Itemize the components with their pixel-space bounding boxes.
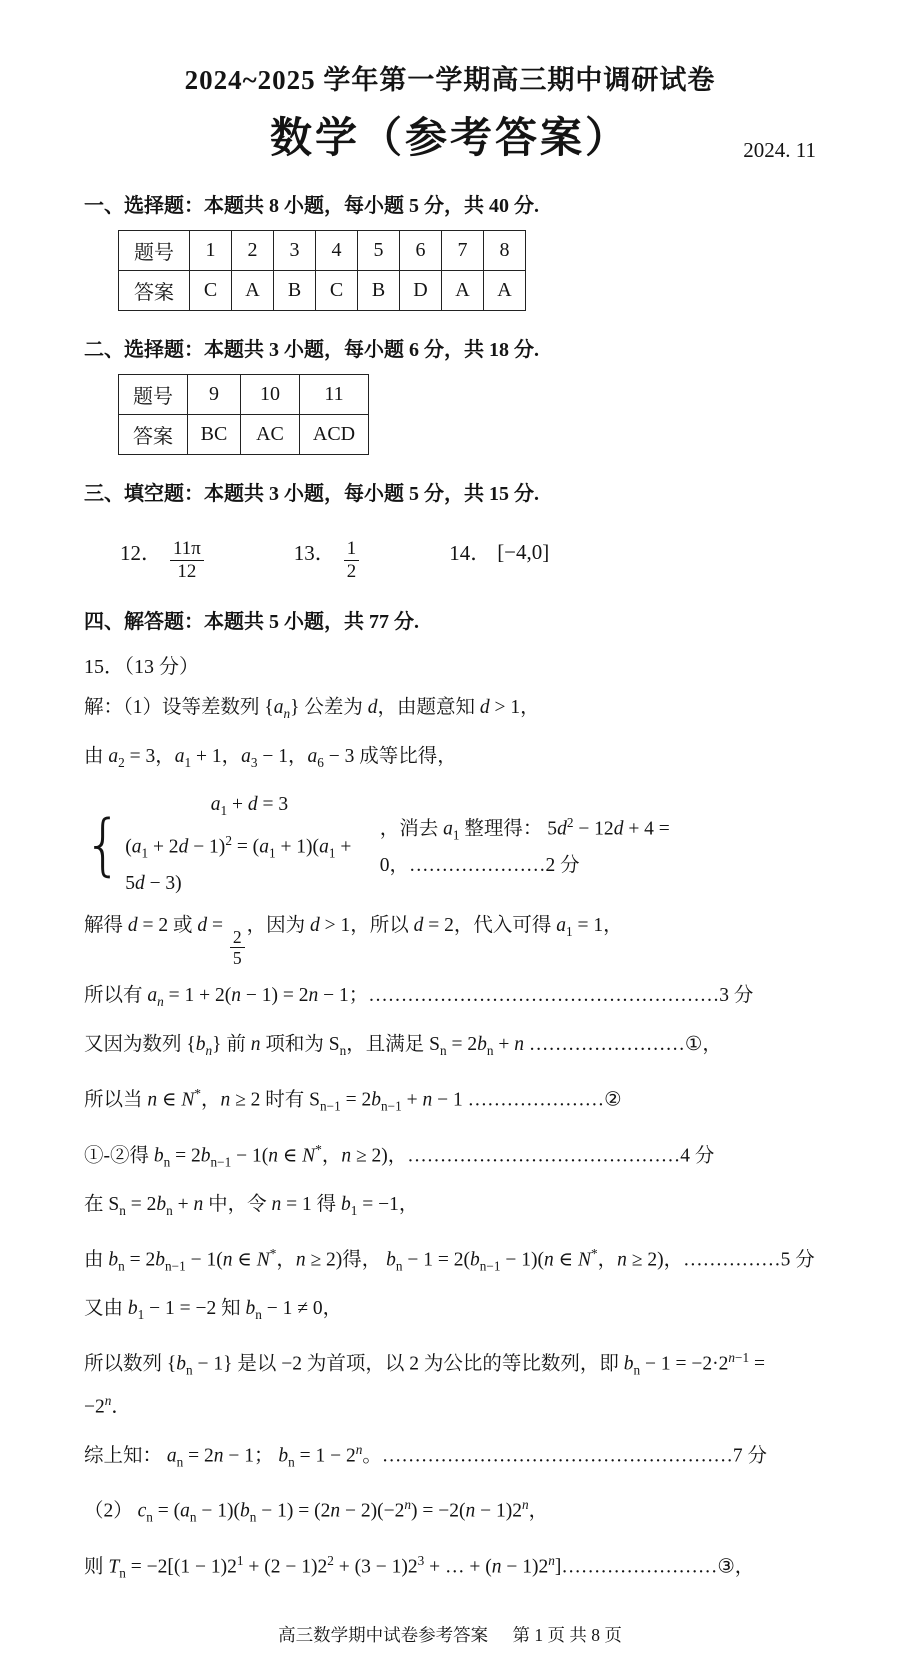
solution-line-3-equation-system: { $a_1 + d = 3$ $(a_1 + 2d - 1)^2 = (a_1 + 1)(a_1 + 5d - 3)$ ，消去 $a_1$ 整理得： $5d^2 - 12d + 4 = 0$，…………………2 分 — [84, 794, 670, 894]
table-row — [119, 415, 369, 455]
answer-label: 答案 — [119, 415, 188, 455]
question-number-cell: 3 — [274, 231, 316, 271]
subtitle-row — [84, 105, 816, 167]
fill-answer-value: [−4,0] — [497, 539, 550, 564]
choice-answer-table-1 — [118, 230, 526, 311]
document-subtitle: 数学（参考答案） — [269, 116, 630, 162]
page-footer — [84, 1622, 816, 1647]
document-date: 2024. 11 — [743, 138, 816, 162]
question-number-cell: 9 — [188, 375, 241, 415]
fill-answer-12 — [120, 522, 206, 583]
section2-heading: 二、选择题：本题共 3 小题，每小题 6 分，共 18 分. — [84, 339, 539, 361]
solution-line-6: 又因为数列 $\{b_n\}$ 前 n 项和为 $S_n$，且满足 $S_n = 2b_n + n$ ……………………①， — [84, 1034, 722, 1059]
question-number-label: 题号 — [119, 231, 190, 271]
question-number-cell: 1 — [190, 231, 232, 271]
table-row — [119, 231, 526, 271]
answer-cell: D — [400, 271, 442, 311]
answer-cell: A — [484, 271, 526, 311]
question-number-cell: 8 — [484, 231, 526, 271]
solution-line-15: 则 $T_n = -2[(1 - 1)2^1 + (2 - 1)2^2 + (3 - 1)2^3$ + … + $(n - 1)2^n]\dots\dots\dots\dots\dots\dots\dots\dots ③$， — [84, 1552, 755, 1581]
answer-cell: C — [316, 271, 358, 311]
answer-cell: B — [358, 271, 400, 311]
fill-answer-number: 13． — [293, 541, 336, 566]
section3-heading: 三、填空题：本题共 3 小题，每小题 5 分，共 15 分. — [84, 483, 539, 505]
solution-line-4: 解得 d = 2 或 d = $\frac{2}{5}$ ，因为 d > 1，所以 d = 2，代入可得 $a_1 = 1$， — [84, 914, 623, 969]
section1-heading: 一、选择题：本题共 8 小题，每小题 5 分，共 40 分. — [84, 195, 539, 217]
fill-answer-13 — [294, 522, 361, 583]
fill-answer-number: 14． — [449, 541, 492, 566]
table-row — [119, 375, 369, 415]
answer-cell: B — [274, 271, 316, 311]
document-title: 2024~2025 学年第一学期高三期中调研试卷 — [184, 65, 716, 95]
fill-answer-number: 12． — [120, 541, 162, 566]
fill-answer-value: $\frac{1}{2}$ — [342, 522, 361, 583]
fill-in-answers — [120, 522, 816, 583]
solution-line-14: （2） $c_n = (a_n - 1)(b_n - 1) = (2n - 2)(-2^n) = -2(n - 1)2^n$， — [84, 1497, 549, 1525]
choice-answer-table-2 — [118, 374, 369, 455]
solution-line-12: 所以数列 $\{b_n - 1\}$ 是以 −2 为首项，以 2 为公比的等比数列，即 $b_n - 1 = -2\cdot 2^{n-1} = -2^n$． — [84, 1350, 765, 1417]
fill-answer-value: $\frac{11\pi}{12}$ — [168, 522, 206, 583]
question-number-cell: 6 — [400, 231, 442, 271]
question-number-cell: 4 — [316, 231, 358, 271]
answer-cell: ACD — [300, 415, 369, 455]
question-number-cell: 5 — [358, 231, 400, 271]
solution-line-13: 综上知： $a_n = 2n - 1$； $b_n = 1 - 2^n$。………………………………………………7 分 — [84, 1442, 768, 1470]
solution-line-8: ①-②得 $b_n = 2b_{n-1} - 1(n$ ∈ N*，n ≥ 2)，……………………………………4 分 — [84, 1141, 715, 1169]
question-number-cell: 7 — [442, 231, 484, 271]
solution-line-9: 在 $S_n = 2b_n + n$ 中，令 n = 1 得 $b_1 = -1$， — [84, 1193, 419, 1218]
footer-page-number: 第 1 页 共 8 页 — [512, 1625, 622, 1646]
answer-cell: A — [232, 271, 274, 311]
answer-cell: C — [190, 271, 232, 311]
answer-cell: BC — [188, 415, 241, 455]
fill-answer-14 — [449, 537, 549, 567]
answer-cell: AC — [241, 415, 300, 455]
solution-line-10: 由 $b_n = 2b_{n-1} - 1(n$ ∈ N*，n ≥ 2)得， $b_n - 1 = 2(b_{n-1} - 1)(n$ ∈ N*，n ≥ 2)，……………5 分 — [84, 1245, 815, 1274]
question-number-cell: 2 — [232, 231, 274, 271]
solution-line-5: 所以有 $a_n = 1 + 2(n - 1) = 2n - 1$；………………………………………………3 分 — [84, 985, 754, 1010]
solution-body — [84, 693, 816, 1588]
question-number-label: 题号 — [119, 375, 188, 415]
table-row — [119, 271, 526, 311]
footer-title: 高三数学期中试卷参考答案 — [278, 1625, 489, 1646]
question-number-cell: 10 — [241, 375, 300, 415]
solution-line-1: 解：（1）设等差数列 $\{a_n\}$ 公差为 d，由题意知 d > 1， — [84, 696, 540, 721]
answer-label: 答案 — [119, 271, 190, 311]
solution-line-2: 由 $a_2 = 3$，$a_1 + 1$，$a_3 - 1$，$a_6 - 3$ 成等比得， — [84, 745, 457, 770]
question-15-heading: 15．（13 分） — [84, 655, 199, 678]
solution-line-7: 所以当 n ∈ N*，n ≥ 2 时有 $S_{n-1} = 2b_{n-1} + n - 1$ …………………② — [84, 1086, 622, 1114]
answer-cell: A — [442, 271, 484, 311]
solution-line-11: 又由 $b_1 - 1 = -2$ 知 $b_n - 1 \ne 0$， — [84, 1298, 343, 1323]
question-number-cell: 11 — [300, 375, 369, 415]
section4-heading: 四、解答题：本题共 5 小题，共 77 分. — [84, 610, 419, 633]
